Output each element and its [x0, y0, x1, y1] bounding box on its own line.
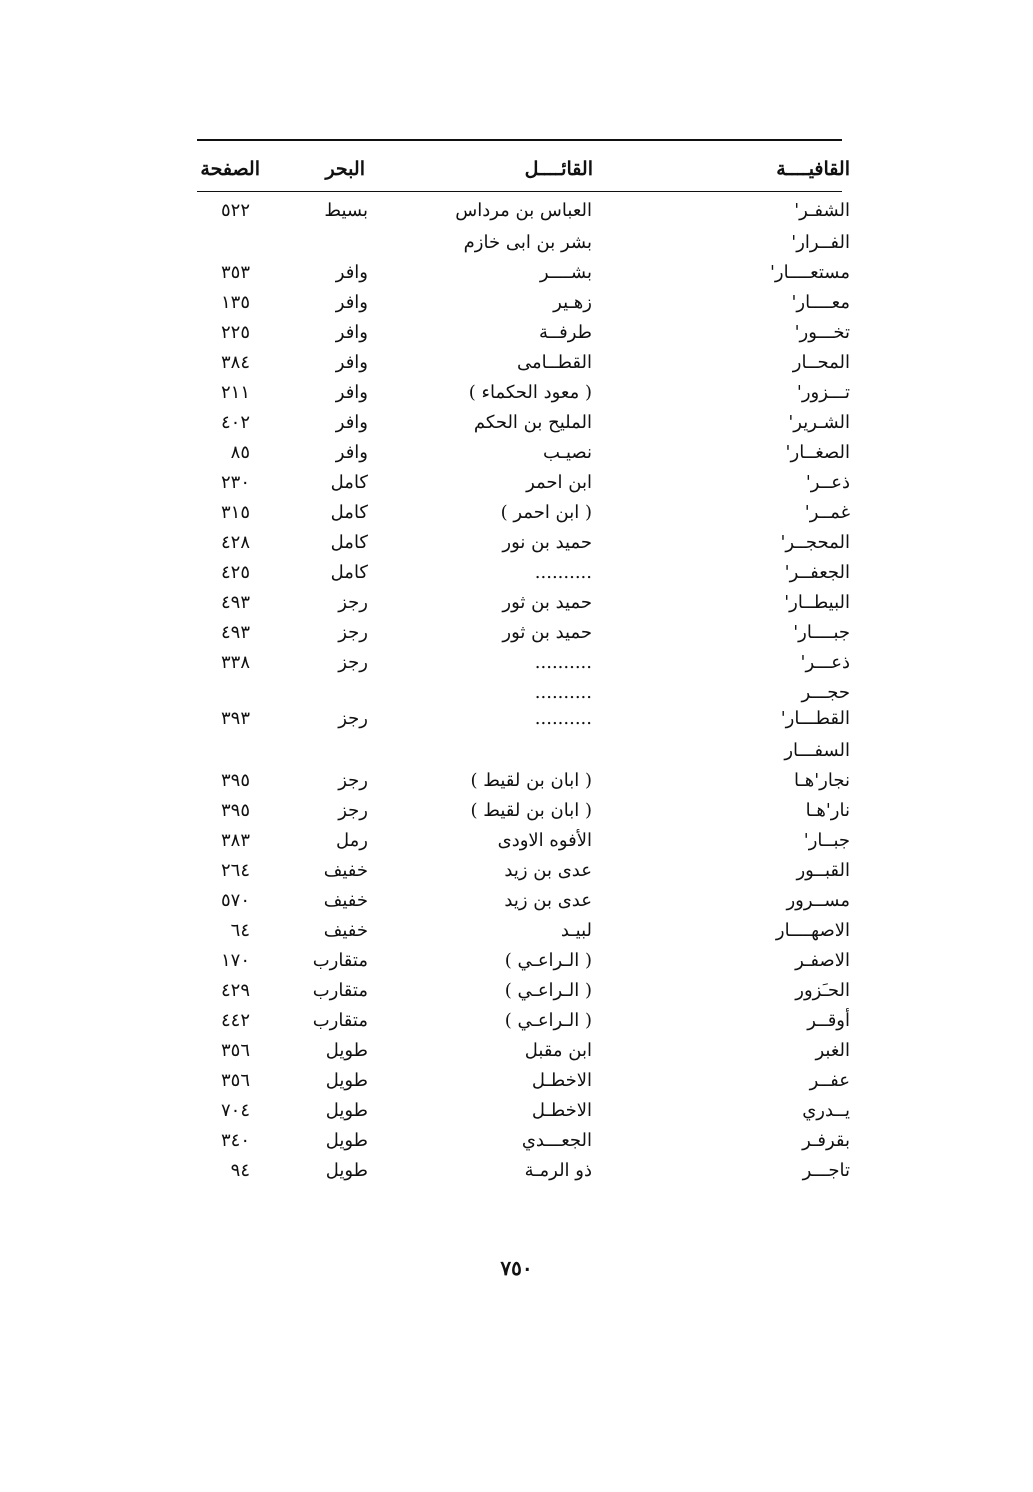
page-cell: ٣٩٣ — [220, 708, 250, 729]
meter-cell: رجز — [338, 800, 368, 821]
header-page: الصفحة — [200, 158, 260, 180]
header-rule — [197, 191, 842, 192]
poet-cell: العباس بن مرداس — [455, 200, 592, 221]
page-cell: ٥٧٠ — [220, 890, 250, 911]
meter-cell: كامل — [330, 532, 368, 553]
meter-cell: خفيف — [323, 920, 368, 941]
meter-cell: طويل — [325, 1160, 368, 1181]
page-cell: ٤٢٥ — [220, 562, 250, 583]
page-cell: ٣١٥ — [220, 502, 250, 523]
meter-cell: طويل — [325, 1100, 368, 1121]
rhyme-cell: بقرفـر — [802, 1130, 850, 1151]
meter-cell: وافر — [335, 262, 368, 283]
table-row — [190, 592, 850, 622]
page-number: ٧٥٠ — [500, 1256, 533, 1280]
table-row — [190, 830, 850, 860]
poet-cell: ( ابان بن لقيط ) — [470, 800, 592, 821]
page-cell: ٣٨٤ — [220, 352, 250, 373]
page-cell: ٥٢٢ — [220, 200, 250, 221]
rhyme-cell: مســرور — [786, 890, 850, 911]
rhyme-cell: البيطــار' — [784, 592, 850, 613]
rhyme-cell: تاجـــر — [802, 1160, 850, 1181]
page-cell: ٤٩٣ — [220, 592, 250, 613]
table-row — [190, 322, 850, 352]
meter-cell: رمل — [336, 830, 368, 851]
page-cell: ٢٢٥ — [220, 322, 250, 343]
meter-cell: متقارب — [312, 980, 368, 1001]
poet-cell: الجعـــدي — [521, 1130, 592, 1151]
meter-cell: متقارب — [312, 950, 368, 971]
table-row — [190, 1100, 850, 1130]
poet-cell: بشر بن ابى خازم — [463, 232, 592, 253]
page-cell: ٩٤ — [230, 1160, 250, 1181]
table-row — [190, 708, 850, 738]
meter-cell: رجز — [338, 592, 368, 613]
rhyme-cell: تخـــور' — [794, 322, 850, 343]
table-row — [190, 412, 850, 442]
page-cell: ١٣٥ — [220, 292, 250, 313]
page-cell: ٤٢٨ — [220, 532, 250, 553]
rhyme-cell: الاصفـر — [795, 950, 850, 971]
rhyme-cell: غمــر' — [804, 502, 850, 523]
rhyme-cell: نار'هـا — [805, 800, 850, 821]
rhyme-cell: الاصهــــار — [775, 920, 850, 941]
poet-cell: ( الـراعـي ) — [504, 950, 592, 971]
page-cell: ٢٣٠ — [220, 472, 250, 493]
rhyme-cell: الفــرار' — [791, 232, 850, 253]
table-row — [190, 502, 850, 532]
table-row — [190, 740, 850, 770]
poet-cell: الاخطـل — [531, 1070, 592, 1091]
poet-cell: ابن احمر — [526, 472, 592, 493]
rhyme-cell: الشـرير' — [788, 412, 850, 433]
page-cell: ٧٠٤ — [220, 1100, 250, 1121]
page-cell: ٦٤ — [230, 920, 250, 941]
poet-cell: زهـير — [553, 292, 592, 313]
rhyme-cell: يــدري — [802, 1100, 850, 1121]
meter-cell: بسيط — [324, 200, 368, 221]
rhyme-cell: حجـــر — [801, 682, 850, 703]
header-qaeel: القائــــل — [524, 158, 593, 180]
top-rule — [197, 139, 842, 141]
meter-cell: كامل — [330, 502, 368, 523]
table-row — [190, 232, 850, 262]
poet-cell: بشــــر — [539, 262, 592, 283]
poet-cell: ابن مقبل — [524, 1040, 592, 1061]
poet-cell: ( ابن احمر ) — [500, 502, 592, 523]
page-cell: ٣٨٣ — [220, 830, 250, 851]
table-row — [190, 532, 850, 562]
rhyme-cell: الصغــار' — [785, 442, 850, 463]
poet-cell: ( ابان بن لقيط ) — [470, 770, 592, 791]
poet-cell: المليح بن الحكم — [473, 412, 592, 433]
meter-cell: طويل — [325, 1070, 368, 1091]
table-row — [190, 442, 850, 472]
table-row — [190, 562, 850, 592]
rhyme-cell: ذعـــر' — [800, 652, 850, 673]
rhyme-cell: معــــار' — [791, 292, 850, 313]
poet-cell: نصيـب — [543, 442, 592, 463]
page-cell: ٤٠٢ — [220, 412, 250, 433]
meter-cell: رجز — [338, 622, 368, 643]
page-cell: ٣٣٨ — [220, 652, 250, 673]
rhyme-cell: الحـَزور — [795, 980, 850, 1001]
poet-cell: عدى بن زيد — [504, 860, 592, 881]
table-row — [190, 800, 850, 830]
poet-cell: حميد بن ثور — [502, 592, 592, 613]
meter-cell: رجز — [338, 652, 368, 673]
page-cell: ٣٥٦ — [220, 1040, 250, 1061]
page-cell: ١٧٠ — [220, 950, 250, 971]
table-row — [190, 472, 850, 502]
poet-cell: طرفــة — [538, 322, 592, 343]
rhyme-cell: الشفـر' — [794, 200, 850, 221]
meter-cell: وافر — [335, 292, 368, 313]
rhyme-cell: القبــور — [796, 860, 850, 881]
meter-cell: خفيف — [323, 890, 368, 911]
table-row — [190, 622, 850, 652]
meter-cell: وافر — [335, 352, 368, 373]
rhyme-cell: ذعــر' — [805, 472, 850, 493]
rhyme-cell: المحــار — [792, 352, 850, 373]
meter-cell: وافر — [335, 412, 368, 433]
page-cell: ٣٩٥ — [220, 800, 250, 821]
rhyme-cell: عفــر — [809, 1070, 850, 1091]
rhyme-cell: جبــــار' — [793, 622, 850, 643]
header-qafiya: القافيــــة — [776, 158, 850, 180]
rhyme-cell: الجعفــر' — [784, 562, 850, 583]
poet-cell: حميد بن نور — [502, 532, 592, 553]
table-row — [190, 1010, 850, 1040]
meter-cell: رجز — [338, 770, 368, 791]
page-cell: ٢٦٤ — [220, 860, 250, 881]
table-row — [190, 382, 850, 412]
page-cell: ٤٢٩ — [220, 980, 250, 1001]
table-row — [190, 1070, 850, 1100]
page-cell: ٢١١ — [220, 382, 250, 403]
table-row — [190, 292, 850, 322]
meter-cell: طويل — [325, 1040, 368, 1061]
poet-cell: لبيـد — [560, 920, 592, 941]
rhyme-cell: الغبر — [815, 1040, 850, 1061]
rhyme-cell: تـــزور' — [796, 382, 850, 403]
rhyme-cell: نجار'هـا — [793, 770, 850, 791]
meter-cell: وافر — [335, 382, 368, 403]
meter-cell: متقارب — [312, 1010, 368, 1031]
poet-cell: .......... — [534, 682, 592, 703]
meter-cell: وافر — [335, 442, 368, 463]
page-cell: ٣٥٣ — [220, 262, 250, 283]
poet-cell: ( الـراعـي ) — [504, 1010, 592, 1031]
table-row — [190, 262, 850, 292]
table-row — [190, 920, 850, 950]
table-row — [190, 1160, 850, 1190]
poet-cell: الاخطـل — [531, 1100, 592, 1121]
poet-cell: القطــامى — [516, 352, 592, 373]
page-cell: ٣٩٥ — [220, 770, 250, 791]
poet-cell: .......... — [534, 708, 592, 729]
meter-cell: كامل — [330, 562, 368, 583]
poet-cell: ( الـراعـي ) — [504, 980, 592, 1001]
meter-cell: وافر — [335, 322, 368, 343]
rhyme-cell: أوقــر — [807, 1010, 850, 1031]
table-row — [190, 352, 850, 382]
page-cell: ٨٥ — [230, 442, 250, 463]
page-cell: ٣٤٠ — [220, 1130, 250, 1151]
poet-cell: .......... — [534, 562, 592, 583]
rhyme-cell: السفـــار — [784, 740, 850, 761]
table-row — [190, 652, 850, 682]
table-row — [190, 1130, 850, 1160]
table-row — [190, 770, 850, 800]
meter-cell: طويل — [325, 1130, 368, 1151]
table-row — [190, 1040, 850, 1070]
meter-cell: خفيف — [323, 860, 368, 881]
table-row — [190, 980, 850, 1010]
page-cell: ٤٤٢ — [220, 1010, 250, 1031]
poet-cell: الأفوه الاودى — [497, 830, 592, 851]
rhyme-cell: مستعــــار' — [769, 262, 850, 283]
rhyme-cell: جبــار' — [803, 830, 850, 851]
poet-cell: ذو الرمـة — [524, 1160, 592, 1181]
poet-cell: حميد بن ثور — [502, 622, 592, 643]
poet-cell: .......... — [534, 652, 592, 673]
rhyme-cell: المحجــر' — [780, 532, 850, 553]
poet-cell: ( معود الحكماء ) — [468, 382, 592, 403]
rhyme-cell: القطـــار' — [780, 708, 850, 729]
poet-cell: عدى بن زيد — [504, 890, 592, 911]
meter-cell: رجز — [338, 708, 368, 729]
table-row — [190, 200, 850, 230]
header-bahr: البحر — [325, 158, 365, 180]
table-row — [190, 950, 850, 980]
table-row — [190, 890, 850, 920]
page-cell: ٣٥٦ — [220, 1070, 250, 1091]
table-row — [190, 860, 850, 890]
meter-cell: كامل — [330, 472, 368, 493]
page-cell: ٤٩٣ — [220, 622, 250, 643]
